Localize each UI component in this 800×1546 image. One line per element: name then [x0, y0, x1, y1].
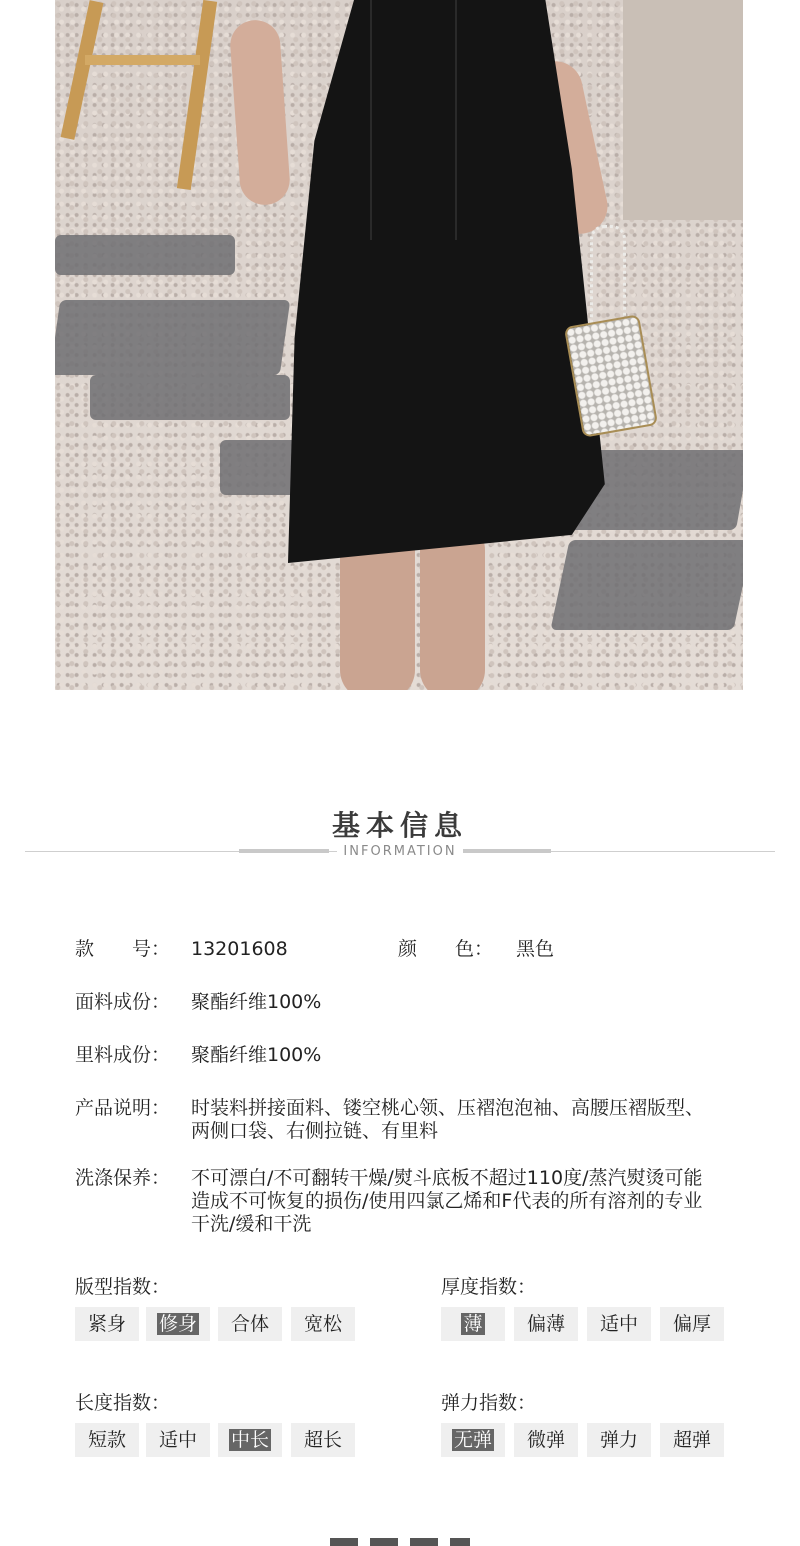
length-index-label: 长度指数：	[75, 1392, 171, 1414]
skirt-pleat	[370, 0, 372, 240]
ladder-leg	[177, 0, 217, 190]
lining-label: 里料成份：	[75, 1044, 171, 1066]
background-wall	[623, 0, 743, 220]
next-section-title-cropped	[330, 1538, 470, 1546]
section-title: 基本信息	[331, 809, 468, 842]
style-no-value: 13201608	[191, 938, 288, 960]
care-value: 不可漂白/不可翻转干燥/熨斗底板不超过110度/蒸汽熨烫可能造成不可恢复的损伤/使用四氯乙烯和F代表的所有溶剂的专业干洗/缓和干洗	[191, 1167, 703, 1235]
section-subtitle: INFORMATION	[0, 844, 800, 859]
ladder-rung	[85, 55, 200, 65]
stepping-stone	[55, 300, 290, 375]
fit-option: 宽松	[291, 1307, 355, 1341]
stepping-stone	[55, 235, 235, 275]
fabric-label: 面料成份：	[75, 991, 171, 1013]
thickness-option: 偏薄	[514, 1307, 578, 1341]
stepping-stone	[550, 540, 743, 630]
thickness-option: 适中	[587, 1307, 651, 1341]
description-label: 产品说明：	[75, 1097, 171, 1119]
fit-option: 修身	[146, 1307, 210, 1341]
length-option: 短款	[75, 1423, 139, 1457]
fabric-value: 聚酯纤维100%	[191, 991, 322, 1013]
length-option: 中长	[218, 1423, 282, 1457]
elasticity-index-label: 弹力指数：	[441, 1392, 537, 1414]
elasticity-option: 弹力	[587, 1423, 651, 1457]
length-option: 超长	[291, 1423, 355, 1457]
elasticity-option: 无弹	[441, 1423, 505, 1457]
skirt-pleat	[455, 0, 457, 240]
lining-value: 聚酯纤维100%	[191, 1044, 322, 1066]
length-option: 适中	[146, 1423, 210, 1457]
product-photo	[55, 0, 743, 690]
elasticity-option: 超弹	[660, 1423, 724, 1457]
stepping-stone	[90, 375, 290, 420]
thickness-option: 偏厚	[660, 1307, 724, 1341]
style-no-label: 款 号：	[75, 938, 171, 960]
fit-option: 紧身	[75, 1307, 139, 1341]
thickness-index-label: 厚度指数：	[441, 1276, 537, 1298]
color-value: 黑色	[516, 938, 555, 960]
thickness-option: 薄	[441, 1307, 505, 1341]
description-value: 时装料拼接面料、镂空桃心领、压褶泡泡袖、高腰压褶版型、两侧口袋、右侧拉链、有里料	[191, 1097, 705, 1142]
ladder-leg	[61, 0, 104, 140]
care-label: 洗涤保养：	[75, 1167, 171, 1189]
pearl-bag-strap	[590, 225, 626, 328]
arm-left	[229, 18, 292, 206]
stepping-stone	[220, 440, 300, 495]
elasticity-option: 微弹	[514, 1423, 578, 1457]
color-label: 颜 色：	[398, 938, 494, 960]
fit-index-label: 版型指数：	[75, 1276, 171, 1298]
fit-option: 合体	[218, 1307, 282, 1341]
